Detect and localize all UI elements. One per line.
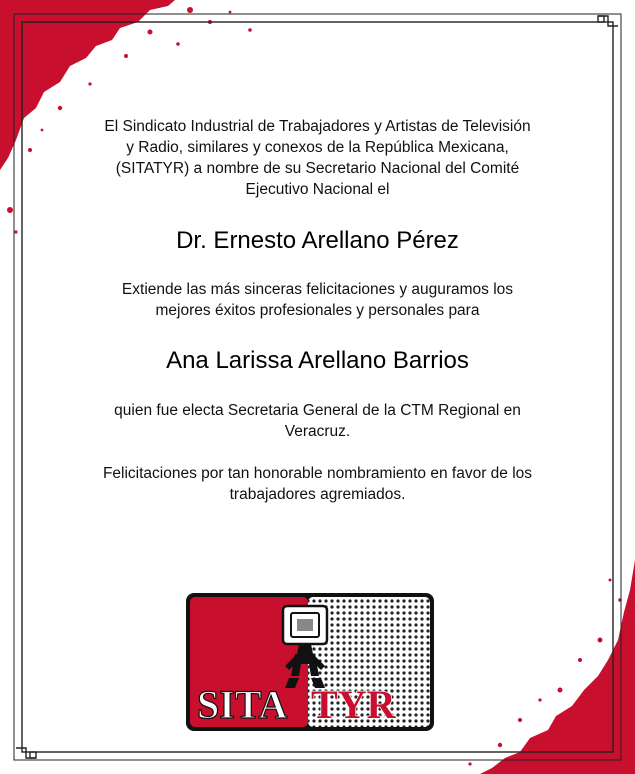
bottom-right-splash xyxy=(468,560,635,774)
intro-paragraph xyxy=(40,116,595,200)
intro-line: y Radio, similares y conexos de la República Mexicana, xyxy=(126,139,509,156)
sitatyr-logo xyxy=(185,592,435,732)
closing-line: Felicitaciones por tan honorable nombramiento en favor de los xyxy=(102,465,533,482)
closing-paragraph xyxy=(40,463,595,505)
intro-line: Ejecutivo Nacional el xyxy=(245,181,390,198)
intro-line: (SITATYR) a nombre de su Secretario Nacional del Comité xyxy=(115,160,520,177)
intro-line: El Sindicato Industrial de Trabajadores y Artistas de Televisión xyxy=(104,118,531,135)
greeting-paragraph xyxy=(40,279,595,321)
logo-text-left: SITA xyxy=(197,682,288,727)
position-line: quien fue electa Secretaria General de la CTM Regional en xyxy=(114,402,521,419)
logo-text-right: TYR xyxy=(311,682,396,727)
greeting-line: Extiende las más sinceras felicitaciones y auguramos los xyxy=(121,281,514,298)
closing-line: trabajadores agremiados. xyxy=(229,486,406,503)
greeting-line: mejores éxitos profesionales y personales para xyxy=(155,302,480,319)
position-paragraph xyxy=(40,400,595,442)
position-line: Veracruz. xyxy=(284,423,351,440)
recipient-name: Ana Larissa Arellano Barrios xyxy=(166,347,469,374)
sender-name: Dr. Ernesto Arellano Pérez xyxy=(176,227,459,254)
